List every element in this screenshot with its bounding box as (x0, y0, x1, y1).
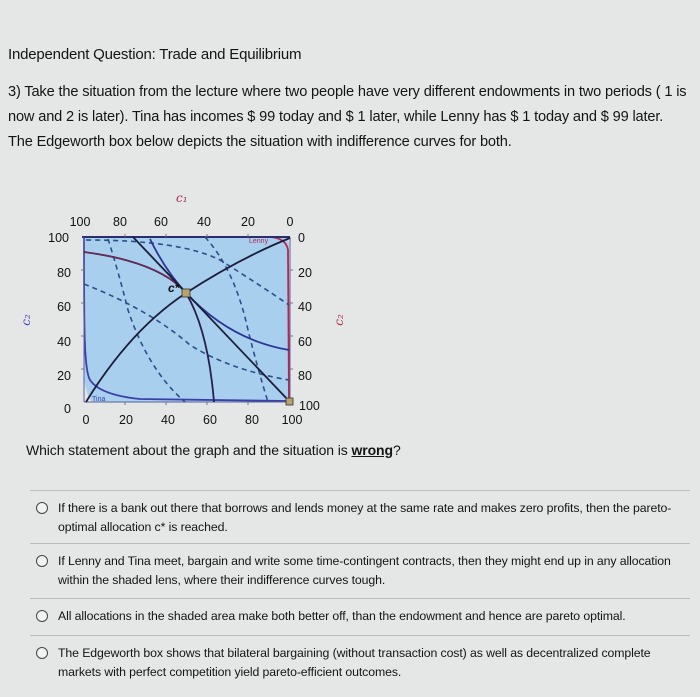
option-2[interactable] (30, 543, 690, 598)
svg-text:0: 0 (82, 413, 90, 427)
prompt-end: ? (392, 442, 401, 458)
lenny-label: Lenny (249, 238, 269, 245)
shaded-lens (84, 237, 289, 402)
option-4-label: The Edgeworth box shows that bilateral bargaining (without transaction cost) as well as decentralized complete markets with perfect competition yield pareto-efficient outcomes. (58, 646, 651, 679)
svg-text:20: 20 (119, 413, 133, 427)
radio-button-2[interactable] (36, 555, 48, 567)
svg-text:20: 20 (298, 266, 312, 280)
svg-text:20: 20 (241, 215, 255, 229)
svg-text:0: 0 (298, 231, 305, 245)
page-title: Independent Question: Trade and Equilibrium (8, 46, 302, 63)
svg-text:100: 100 (48, 231, 69, 245)
svg-text:60: 60 (203, 413, 217, 427)
option-1[interactable] (30, 490, 690, 543)
top-axis-label: c₁ (176, 191, 188, 205)
option-3[interactable] (30, 598, 690, 635)
tina-label: Tina (92, 396, 106, 403)
svg-text:60: 60 (298, 335, 312, 349)
radio-button-3[interactable] (36, 610, 48, 622)
option-3-label: All allocations in the shaded area make both better off, than the endowment and hence are pareto optimal. (58, 609, 626, 623)
svg-text:40: 40 (161, 413, 175, 427)
svg-text:100: 100 (281, 413, 303, 427)
prompt-emphasis: wrong (351, 442, 393, 458)
prompt-text: Which statement about the graph and the situation is (26, 442, 352, 458)
left-axis-label: c₂ (19, 314, 33, 326)
svg-text:0: 0 (286, 215, 294, 229)
svg-text:60: 60 (57, 300, 71, 314)
cstar-label: c* (168, 281, 180, 295)
svg-text:60: 60 (154, 215, 168, 229)
option-4[interactable] (30, 635, 690, 692)
svg-text:100: 100 (299, 399, 320, 413)
option-2-label: If Lenny and Tina meet, bargain and write some time-contingent contracts, then they might end up in any allocation within the shaded lens, where their indifference curves tough. (58, 554, 671, 587)
svg-text:40: 40 (298, 300, 312, 314)
edgeworth-box-chart (0, 180, 400, 440)
right-axis-label: c₂ (332, 314, 346, 326)
svg-text:40: 40 (197, 215, 211, 229)
svg-text:0: 0 (64, 402, 71, 416)
svg-text:20: 20 (57, 369, 71, 383)
question-text: 3) Take the situation from the lecture where two people have very different endowments in two periods ( 1 is now and 2 is later). Tina has incomes $ 99 today and $ 1 later, while Lenny has $ 1 today and $ 99 later. The Edgeworth box below depicts the situation with indifference curves for both. (8, 84, 687, 150)
endowment-marker (286, 398, 293, 405)
prompt-question (26, 442, 401, 458)
answer-options (30, 490, 690, 692)
svg-text:80: 80 (298, 369, 312, 383)
svg-text:40: 40 (57, 335, 71, 349)
option-1-label: If there is a bank out there that borrows and lends money at the same rate and makes zero profits, then the pareto-optimal allocation c* is reached. (58, 501, 672, 534)
radio-button-4[interactable] (36, 647, 48, 659)
svg-text:80: 80 (245, 413, 259, 427)
svg-text:80: 80 (57, 266, 71, 280)
svg-text:80: 80 (113, 215, 127, 229)
svg-text:100: 100 (69, 215, 91, 229)
radio-button-1[interactable] (36, 502, 48, 514)
cstar-marker (182, 289, 190, 297)
